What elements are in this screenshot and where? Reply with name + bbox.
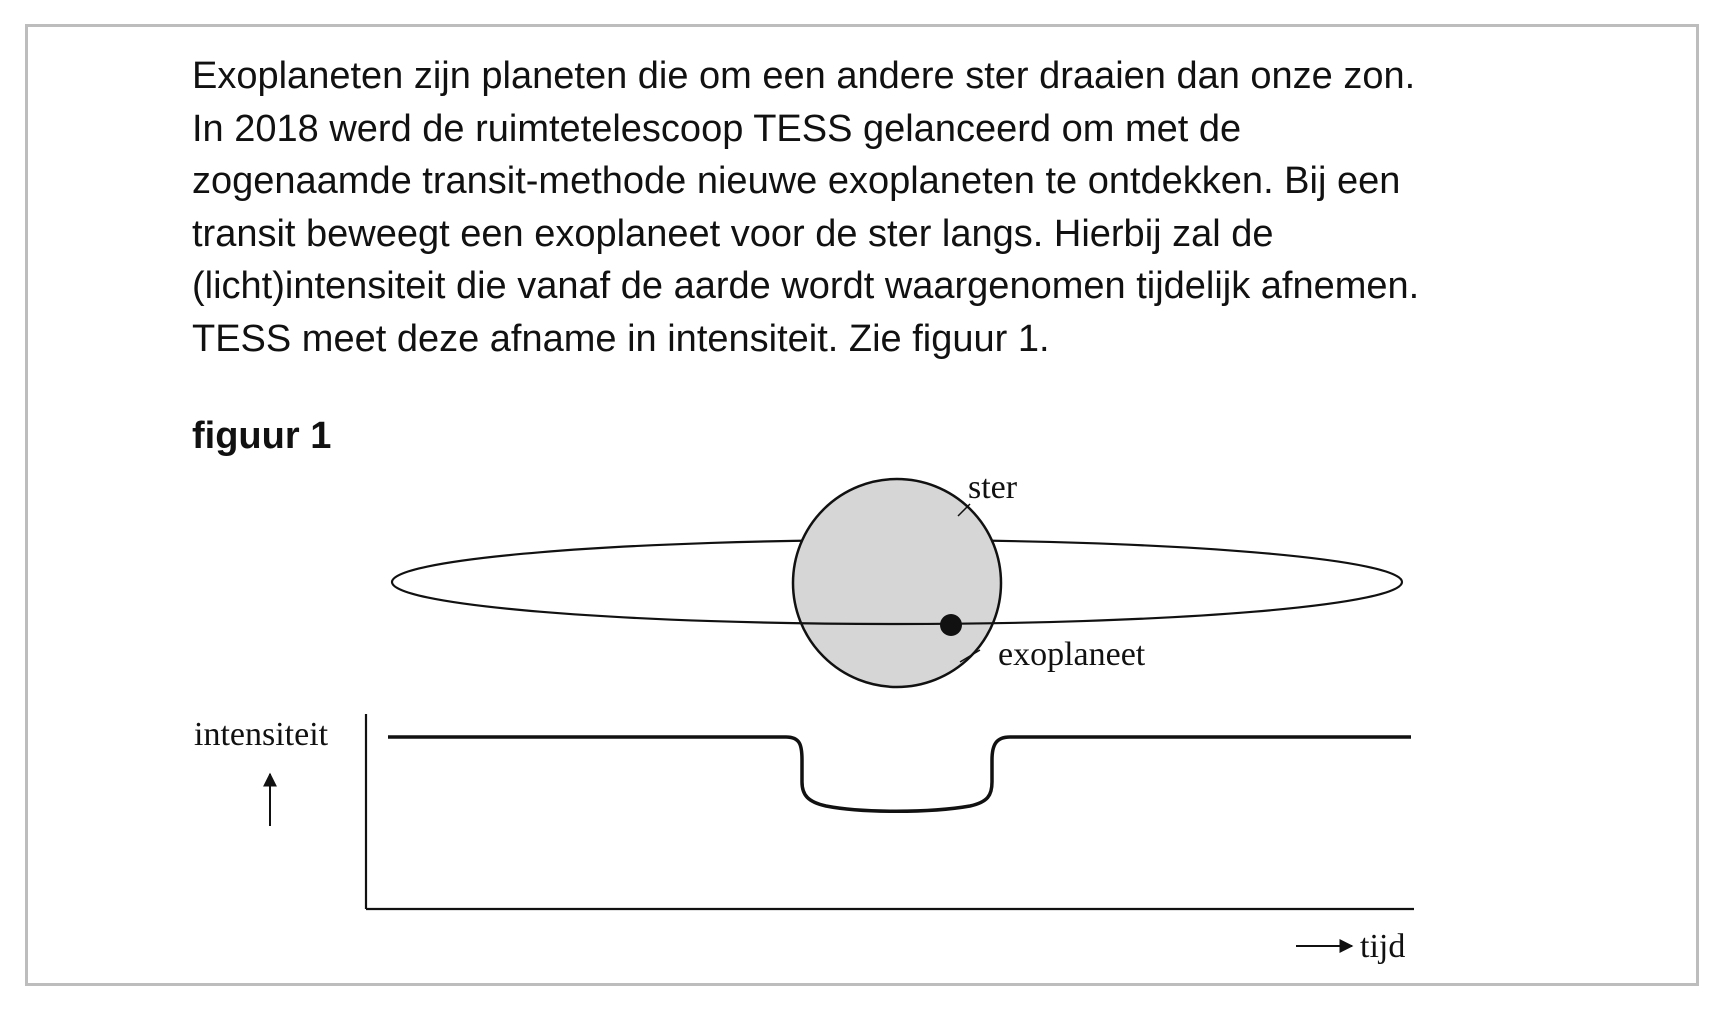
- x-axis-label: tijd: [1360, 928, 1406, 965]
- paragraph-line-2: In 2018 werd de ruimtetelescoop TESS gelanceerd om met de: [192, 107, 1242, 150]
- light-curve: [388, 737, 1411, 811]
- planet-label: exoplaneet: [998, 636, 1146, 673]
- paragraph-line-6: TESS meet deze afname in intensiteit. Zie figuur 1.: [192, 317, 1050, 360]
- paragraph-line-3: zogenaamde transit-methode nieuwe exoplaneten te ontdekken. Bij een: [192, 160, 1401, 202]
- y-axis-label: intensiteit: [194, 716, 329, 753]
- exoplanet-dot: [940, 614, 962, 636]
- figure-title: figuur 1: [192, 415, 332, 457]
- paragraph-line-4: transit beweegt een exoplaneet voor de ster langs. Hierbij zal de: [192, 212, 1274, 255]
- star-label: ster: [968, 469, 1018, 506]
- paragraph-line-5: (licht)intensiteit die vanaf de aarde wordt waargenomen tijdelijk afnemen.: [192, 265, 1420, 307]
- paragraph-line-1: Exoplaneten zijn planeten die om een andere ster draaien dan onze zon.: [192, 55, 1416, 97]
